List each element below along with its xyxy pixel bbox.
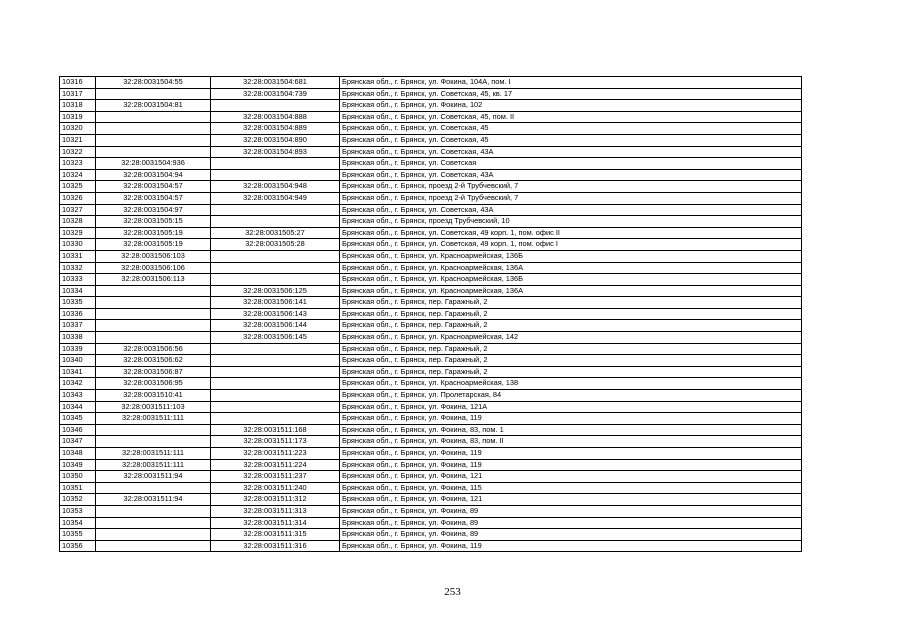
address-cell: Брянская обл., г. Брянск, ул. Фокина, 121А (340, 401, 802, 413)
row-number-cell: 10335 (60, 297, 96, 309)
object-cadastral-number-cell (211, 262, 340, 274)
object-cadastral-number-cell (211, 158, 340, 170)
row-number-cell: 10324 (60, 169, 96, 181)
row-number-cell: 10329 (60, 227, 96, 239)
object-cadastral-number-cell: 32:28:0031511:224 (211, 459, 340, 471)
table-row (60, 239, 802, 251)
table-row (60, 401, 802, 413)
object-cadastral-number-cell: 32:28:0031511:315 (211, 529, 340, 541)
row-number-cell: 10338 (60, 332, 96, 344)
land-cadastral-number-cell (96, 88, 211, 100)
object-cadastral-number-cell (211, 216, 340, 228)
row-number-cell: 10336 (60, 308, 96, 320)
land-cadastral-number-cell: 32:28:0031504:94 (96, 169, 211, 181)
land-cadastral-number-cell (96, 332, 211, 344)
land-cadastral-number-cell (96, 123, 211, 135)
address-cell: Брянская обл., г. Брянск, пер. Гаражный, 2 (340, 297, 802, 309)
land-cadastral-number-cell (96, 482, 211, 494)
row-number-cell: 10317 (60, 88, 96, 100)
row-number-cell: 10345 (60, 413, 96, 425)
land-cadastral-number-cell (96, 540, 211, 552)
table-row (60, 448, 802, 460)
address-cell: Брянская обл., г. Брянск, ул. Советская, 45, кв. 17 (340, 88, 802, 100)
table-row (60, 169, 802, 181)
object-cadastral-number-cell: 32:28:0031505:27 (211, 227, 340, 239)
object-cadastral-number-cell: 32:28:0031506:145 (211, 332, 340, 344)
table-row (60, 413, 802, 425)
row-number-cell: 10347 (60, 436, 96, 448)
table-row (60, 77, 802, 89)
object-cadastral-number-cell: 32:28:0031511:223 (211, 448, 340, 460)
object-cadastral-number-cell: 32:28:0031511:240 (211, 482, 340, 494)
address-cell: Брянская обл., г. Брянск, ул. Фокина, 121 (340, 494, 802, 506)
table-row (60, 262, 802, 274)
row-number-cell: 10320 (60, 123, 96, 135)
table-row (60, 111, 802, 123)
table-row (60, 146, 802, 158)
land-cadastral-number-cell: 32:28:0031511:94 (96, 471, 211, 483)
land-cadastral-number-cell (96, 111, 211, 123)
row-number-cell: 10354 (60, 517, 96, 529)
address-cell: Брянская обл., г. Брянск, ул. Фокина, 115 (340, 482, 802, 494)
table-row (60, 343, 802, 355)
address-cell: Брянская обл., г. Брянск, проезд 2-й Трубчевский, 7 (340, 192, 802, 204)
address-cell: Брянская обл., г. Брянск, ул. Фокина, 104А, пом. I (340, 77, 802, 89)
row-number-cell: 10352 (60, 494, 96, 506)
land-cadastral-number-cell (96, 297, 211, 309)
land-cadastral-number-cell: 32:28:0031506:56 (96, 343, 211, 355)
land-cadastral-number-cell (96, 146, 211, 158)
address-cell: Брянская обл., г. Брянск, проезд 2-й Трубчевский, 7 (340, 181, 802, 193)
table-row (60, 88, 802, 100)
table-row (60, 482, 802, 494)
object-cadastral-number-cell: 32:28:0031511:173 (211, 436, 340, 448)
land-cadastral-number-cell (96, 285, 211, 297)
table-row (60, 390, 802, 402)
table-row (60, 250, 802, 262)
table-row (60, 320, 802, 332)
land-cadastral-number-cell: 32:28:0031505:19 (96, 239, 211, 251)
table-row (60, 308, 802, 320)
object-cadastral-number-cell: 32:28:0031505:28 (211, 239, 340, 251)
row-number-cell: 10328 (60, 216, 96, 228)
address-cell: Брянская обл., г. Брянск, ул. Фокина, 119 (340, 448, 802, 460)
address-cell: Брянская обл., г. Брянск, ул. Фокина, 83, пом. 1 (340, 424, 802, 436)
land-cadastral-number-cell: 32:28:0031510:41 (96, 390, 211, 402)
land-cadastral-number-cell: 32:28:0031506:113 (96, 274, 211, 286)
row-number-cell: 10349 (60, 459, 96, 471)
object-cadastral-number-cell: 32:28:0031504:681 (211, 77, 340, 89)
table-row (60, 123, 802, 135)
land-cadastral-number-cell (96, 320, 211, 332)
row-number-cell: 10326 (60, 192, 96, 204)
land-cadastral-number-cell: 32:28:0031511:94 (96, 494, 211, 506)
land-cadastral-number-cell: 32:28:0031506:103 (96, 250, 211, 262)
table-row (60, 285, 802, 297)
address-cell: Брянская обл., г. Брянск, пер. Гаражный, 2 (340, 366, 802, 378)
row-number-cell: 10341 (60, 366, 96, 378)
table-row (60, 332, 802, 344)
table-row (60, 297, 802, 309)
row-number-cell: 10337 (60, 320, 96, 332)
row-number-cell: 10330 (60, 239, 96, 251)
row-number-cell: 10343 (60, 390, 96, 402)
object-cadastral-number-cell: 32:28:0031506:141 (211, 297, 340, 309)
address-cell: Брянская обл., г. Брянск, ул. Советская (340, 158, 802, 170)
object-cadastral-number-cell (211, 378, 340, 390)
row-number-cell: 10334 (60, 285, 96, 297)
land-cadastral-number-cell: 32:28:0031505:15 (96, 216, 211, 228)
table-row (60, 529, 802, 541)
object-cadastral-number-cell (211, 366, 340, 378)
object-cadastral-number-cell (211, 343, 340, 355)
row-number-cell: 10342 (60, 378, 96, 390)
row-number-cell: 10331 (60, 250, 96, 262)
table-row (60, 192, 802, 204)
land-cadastral-number-cell (96, 517, 211, 529)
land-cadastral-number-cell (96, 436, 211, 448)
object-cadastral-number-cell: 32:28:0031504:949 (211, 192, 340, 204)
table-row (60, 158, 802, 170)
address-cell: Брянская обл., г. Брянск, ул. Фокина, 89 (340, 517, 802, 529)
object-cadastral-number-cell (211, 413, 340, 425)
table-row (60, 227, 802, 239)
land-cadastral-number-cell: 32:28:0031511:111 (96, 459, 211, 471)
land-cadastral-number-cell: 32:28:0031511:103 (96, 401, 211, 413)
address-cell: Брянская обл., г. Брянск, ул. Фокина, 119 (340, 459, 802, 471)
address-cell: Брянская обл., г. Брянск, ул. Фокина, 119 (340, 413, 802, 425)
row-number-cell: 10327 (60, 204, 96, 216)
address-cell: Брянская обл., г. Брянск, ул. Фокина, 121 (340, 471, 802, 483)
address-cell: Брянская обл., г. Брянск, ул. Фокина, 83, пом. II (340, 436, 802, 448)
object-cadastral-number-cell: 32:28:0031504:948 (211, 181, 340, 193)
address-cell: Брянская обл., г. Брянск, ул. Красноармейская, 136А (340, 285, 802, 297)
table-row (60, 378, 802, 390)
land-cadastral-number-cell (96, 529, 211, 541)
row-number-cell: 10348 (60, 448, 96, 460)
cadastral-register-table (59, 76, 802, 552)
object-cadastral-number-cell (211, 274, 340, 286)
land-cadastral-number-cell (96, 308, 211, 320)
address-cell: Брянская обл., г. Брянск, пер. Гаражный, 2 (340, 343, 802, 355)
address-cell: Брянская обл., г. Брянск, ул. Советская, 45 (340, 134, 802, 146)
object-cadastral-number-cell (211, 355, 340, 367)
object-cadastral-number-cell: 32:28:0031504:889 (211, 123, 340, 135)
address-cell: Брянская обл., г. Брянск, ул. Красноармейская, 136Б (340, 274, 802, 286)
land-cadastral-number-cell: 32:28:0031506:62 (96, 355, 211, 367)
object-cadastral-number-cell (211, 100, 340, 112)
row-number-cell: 10319 (60, 111, 96, 123)
row-number-cell: 10318 (60, 100, 96, 112)
table-row (60, 494, 802, 506)
address-cell: Брянская обл., г. Брянск, ул. Советская, 43А (340, 169, 802, 181)
object-cadastral-number-cell: 32:28:0031506:125 (211, 285, 340, 297)
table-body (60, 77, 802, 552)
address-cell: Брянская обл., г. Брянск, ул. Советская, 49 корп. 1, пом. офис I (340, 239, 802, 251)
address-cell: Брянская обл., г. Брянск, проезд Трубчевский, 10 (340, 216, 802, 228)
row-number-cell: 10356 (60, 540, 96, 552)
row-number-cell: 10323 (60, 158, 96, 170)
table-row (60, 100, 802, 112)
object-cadastral-number-cell: 32:28:0031504:888 (211, 111, 340, 123)
object-cadastral-number-cell: 32:28:0031511:313 (211, 505, 340, 517)
address-cell: Брянская обл., г. Брянск, ул. Советская, 43А (340, 204, 802, 216)
object-cadastral-number-cell: 32:28:0031504:739 (211, 88, 340, 100)
address-cell: Брянская обл., г. Брянск, пер. Гаражный, 2 (340, 308, 802, 320)
table-row (60, 517, 802, 529)
table-row (60, 424, 802, 436)
object-cadastral-number-cell (211, 204, 340, 216)
row-number-cell: 10332 (60, 262, 96, 274)
address-cell: Брянская обл., г. Брянск, ул. Фокина, 102 (340, 100, 802, 112)
object-cadastral-number-cell: 32:28:0031511:312 (211, 494, 340, 506)
table-row (60, 459, 802, 471)
table-row (60, 216, 802, 228)
row-number-cell: 10340 (60, 355, 96, 367)
row-number-cell: 10325 (60, 181, 96, 193)
address-cell: Брянская обл., г. Брянск, ул. Фокина, 89 (340, 529, 802, 541)
table-row (60, 355, 802, 367)
land-cadastral-number-cell: 32:28:0031505:19 (96, 227, 211, 239)
land-cadastral-number-cell: 32:28:0031504:97 (96, 204, 211, 216)
row-number-cell: 10353 (60, 505, 96, 517)
land-cadastral-number-cell (96, 134, 211, 146)
address-cell: Брянская обл., г. Брянск, ул. Фокина, 119 (340, 540, 802, 552)
object-cadastral-number-cell: 32:28:0031504:893 (211, 146, 340, 158)
land-cadastral-number-cell (96, 424, 211, 436)
table-row (60, 274, 802, 286)
land-cadastral-number-cell: 32:28:0031504:81 (96, 100, 211, 112)
address-cell: Брянская обл., г. Брянск, ул. Советская, 45, пом. II (340, 111, 802, 123)
land-cadastral-number-cell: 32:28:0031506:95 (96, 378, 211, 390)
object-cadastral-number-cell: 32:28:0031511:316 (211, 540, 340, 552)
table-row (60, 540, 802, 552)
land-cadastral-number-cell: 32:28:0031511:111 (96, 448, 211, 460)
address-cell: Брянская обл., г. Брянск, пер. Гаражный, 2 (340, 320, 802, 332)
land-cadastral-number-cell (96, 505, 211, 517)
address-cell: Брянская обл., г. Брянск, ул. Советская, 49 корп. 1, пом. офис II (340, 227, 802, 239)
address-cell: Брянская обл., г. Брянск, пер. Гаражный, 2 (340, 355, 802, 367)
address-cell: Брянская обл., г. Брянск, ул. Красноармейская, 138 (340, 378, 802, 390)
table-row (60, 366, 802, 378)
row-number-cell: 10322 (60, 146, 96, 158)
land-cadastral-number-cell: 32:28:0031506:106 (96, 262, 211, 274)
row-number-cell: 10351 (60, 482, 96, 494)
land-cadastral-number-cell: 32:28:0031504:936 (96, 158, 211, 170)
object-cadastral-number-cell: 32:28:0031504:890 (211, 134, 340, 146)
address-cell: Брянская обл., г. Брянск, ул. Советская, 43А (340, 146, 802, 158)
row-number-cell: 10333 (60, 274, 96, 286)
row-number-cell: 10346 (60, 424, 96, 436)
object-cadastral-number-cell: 32:28:0031511:168 (211, 424, 340, 436)
object-cadastral-number-cell (211, 401, 340, 413)
table-row (60, 204, 802, 216)
row-number-cell: 10316 (60, 77, 96, 89)
object-cadastral-number-cell (211, 390, 340, 402)
land-cadastral-number-cell: 32:28:0031504:55 (96, 77, 211, 89)
table-row (60, 134, 802, 146)
object-cadastral-number-cell (211, 250, 340, 262)
row-number-cell: 10339 (60, 343, 96, 355)
object-cadastral-number-cell: 32:28:0031511:237 (211, 471, 340, 483)
row-number-cell: 10350 (60, 471, 96, 483)
address-cell: Брянская обл., г. Брянск, ул. Красноармейская, 142 (340, 332, 802, 344)
address-cell: Брянская обл., г. Брянск, ул. Красноармейская, 136Б (340, 250, 802, 262)
land-cadastral-number-cell: 32:28:0031506:87 (96, 366, 211, 378)
land-cadastral-number-cell: 32:28:0031511:111 (96, 413, 211, 425)
table-row (60, 471, 802, 483)
object-cadastral-number-cell (211, 169, 340, 181)
address-cell: Брянская обл., г. Брянск, ул. Красноармейская, 136А (340, 262, 802, 274)
land-cadastral-number-cell: 32:28:0031504:57 (96, 192, 211, 204)
row-number-cell: 10344 (60, 401, 96, 413)
table-row (60, 505, 802, 517)
row-number-cell: 10355 (60, 529, 96, 541)
page-number: 253 (444, 586, 461, 598)
object-cadastral-number-cell: 32:28:0031506:144 (211, 320, 340, 332)
address-cell: Брянская обл., г. Брянск, ул. Советская, 45 (340, 123, 802, 135)
object-cadastral-number-cell: 32:28:0031506:143 (211, 308, 340, 320)
table-row (60, 436, 802, 448)
object-cadastral-number-cell: 32:28:0031511:314 (211, 517, 340, 529)
address-cell: Брянская обл., г. Брянск, ул. Пролетарская, 84 (340, 390, 802, 402)
row-number-cell: 10321 (60, 134, 96, 146)
table-row (60, 181, 802, 193)
land-cadastral-number-cell: 32:28:0031504:57 (96, 181, 211, 193)
address-cell: Брянская обл., г. Брянск, ул. Фокина, 89 (340, 505, 802, 517)
